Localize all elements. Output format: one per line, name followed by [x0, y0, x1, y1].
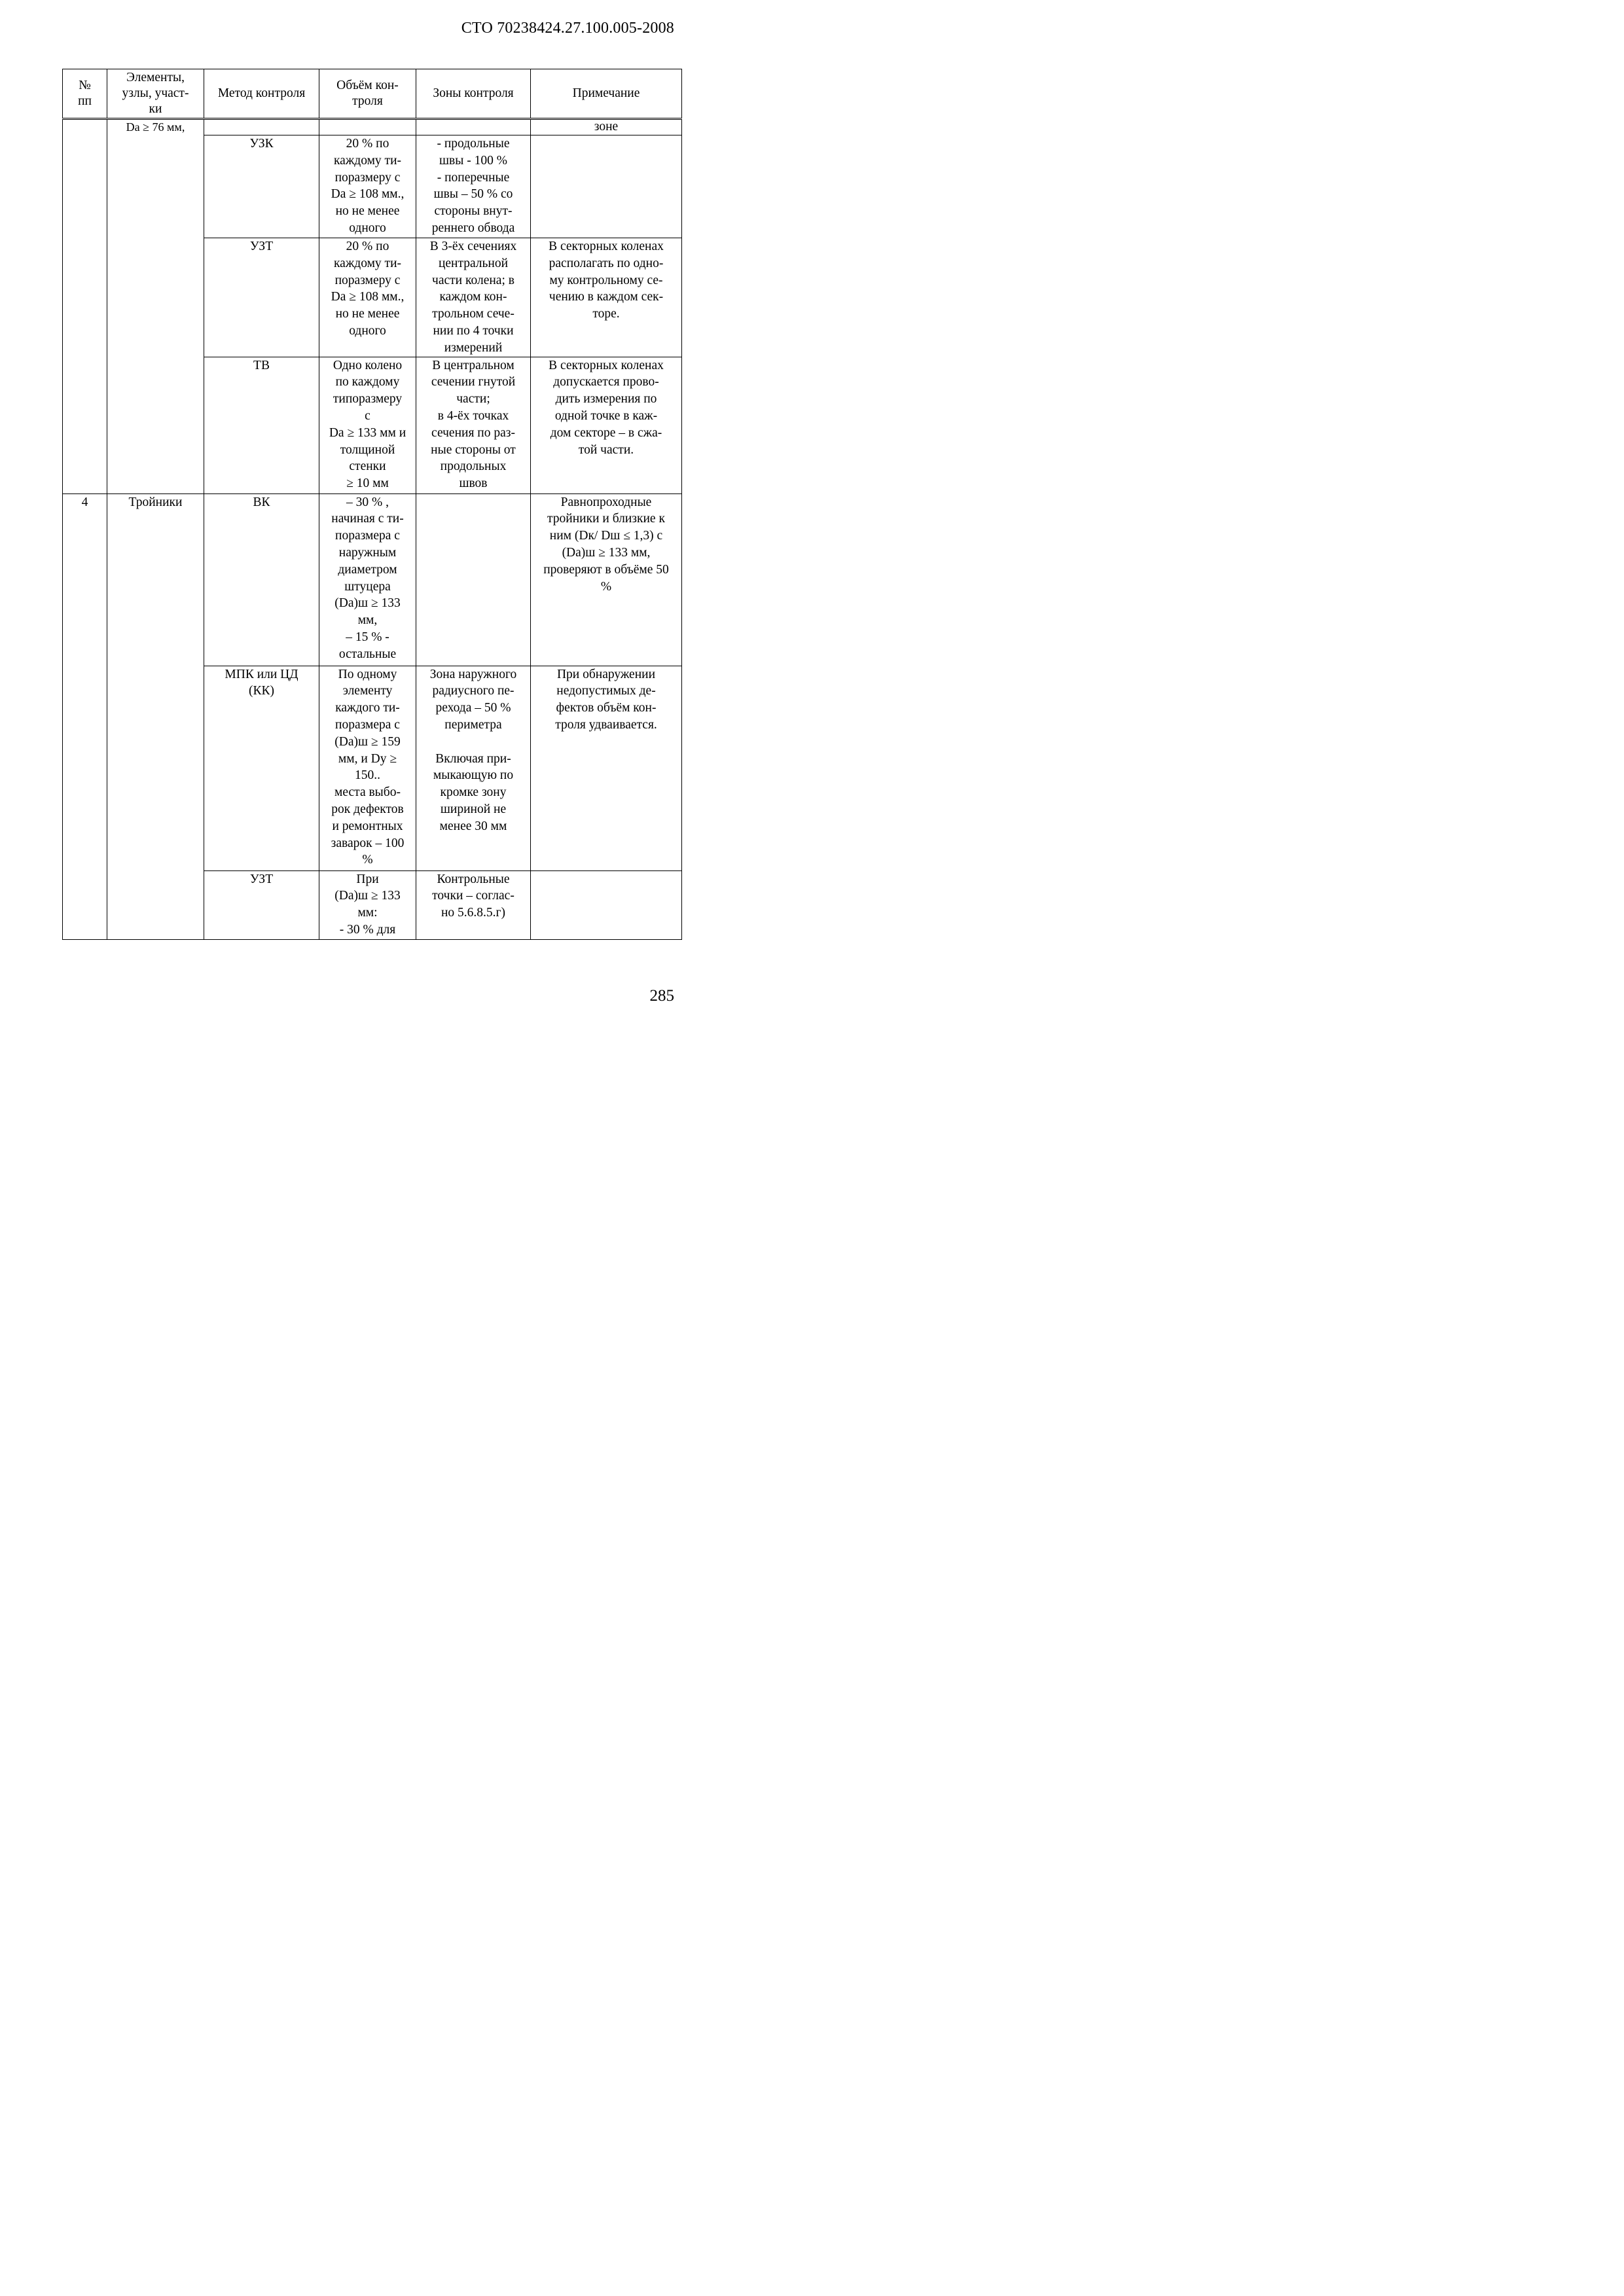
cell-zones [416, 119, 531, 135]
cell-volume: – 30 % , начиная с ти- поразмера с наружным диаметром штуцера (Da)ш ≥ 133 мм, – 15 % - остальные [319, 493, 416, 666]
table-row [63, 493, 682, 666]
cell-zones [416, 493, 531, 666]
cell-note: В секторных коленах допускается прово- дить измерения по одной точке в каж- дом секторе – в сжа- той части. [531, 357, 682, 493]
cell-zones: - продольные швы - 100 % - поперечные швы – 50 % со стороны внут- реннего обвода [416, 135, 531, 238]
column-header-note: Примечание [531, 69, 682, 119]
cell-zones: Контрольные точки – соглас- но 5.6.8.5.г) [416, 870, 531, 939]
column-header-elements: Элементы, узлы, участ- ки [107, 69, 204, 119]
cell-note [531, 135, 682, 238]
control-table [62, 69, 682, 940]
cell-volume: 20 % по каждому ти- поразмеру с Da ≥ 108 мм., но не менее одного [319, 238, 416, 357]
cell-volume: Одно колено по каждому типоразмеру с Da ≥ 133 мм и толщиной стенки ≥ 10 мм [319, 357, 416, 493]
cell-zones: Зона наружного радиусного пе- рехода – 50 % периметра Включая при- мыкающую по кромке зону шириной не менее 30 мм [416, 666, 531, 870]
cell-element: Da ≥ 76 мм, [107, 119, 204, 494]
cell-method: ВК [204, 493, 319, 666]
cell-zones: В 3-ёх сечениях центральной части колена; в каждом кон- трольном сече- нии по 4 точки измерений [416, 238, 531, 357]
cell-method [204, 119, 319, 135]
cell-method: УЗТ [204, 238, 319, 357]
cell-note: зоне [531, 119, 682, 135]
cell-volume: При (Da)ш ≥ 133 мм: - 30 % для [319, 870, 416, 939]
cell-note: При обнаружении недопустимых де- фектов объём кон- троля удваивается. [531, 666, 682, 870]
cell-method: ТВ [204, 357, 319, 493]
page-number: 285 [649, 987, 674, 1005]
cell-volume: 20 % по каждому ти- поразмеру с Da ≥ 108 мм., но не менее одного [319, 135, 416, 238]
cell-element: Тройники [107, 493, 204, 939]
column-header-zones: Зоны контроля [416, 69, 531, 119]
cell-method: УЗК [204, 135, 319, 238]
table-header-row [63, 69, 682, 119]
column-header-volume: Объём кон- троля [319, 69, 416, 119]
cell-zones: В центральном сечении гнутой части; в 4-ёх точках сечения по раз- ные стороны от продольных швов [416, 357, 531, 493]
cell-note: В секторных коленах располагать по одно- му контрольному се- чению в каждом сек- торе. [531, 238, 682, 357]
cell-method: УЗТ [204, 870, 319, 939]
control-table-wrapper [62, 69, 681, 940]
cell-note: Равнопроходные тройники и близкие к ним (Dк/ Dш ≤ 1,3) с (Da)ш ≥ 133 мм, проверяют в объёме 50 % [531, 493, 682, 666]
table-row [63, 119, 682, 135]
column-header-method: Метод контроля [204, 69, 319, 119]
column-header-number: № пп [63, 69, 107, 119]
cell-note [531, 870, 682, 939]
cell-number: 4 [63, 493, 107, 939]
cell-number [63, 119, 107, 494]
cell-volume [319, 119, 416, 135]
cell-volume: По одному элементу каждого ти- поразмера с (Da)ш ≥ 159 мм, и Dу ≥ 150.. места выбо- рок дефектов и ремонтных заварок – 100 % [319, 666, 416, 870]
cell-method: МПК или ЦД (КК) [204, 666, 319, 870]
document-code: СТО 70238424.27.100.005-2008 [461, 20, 674, 37]
